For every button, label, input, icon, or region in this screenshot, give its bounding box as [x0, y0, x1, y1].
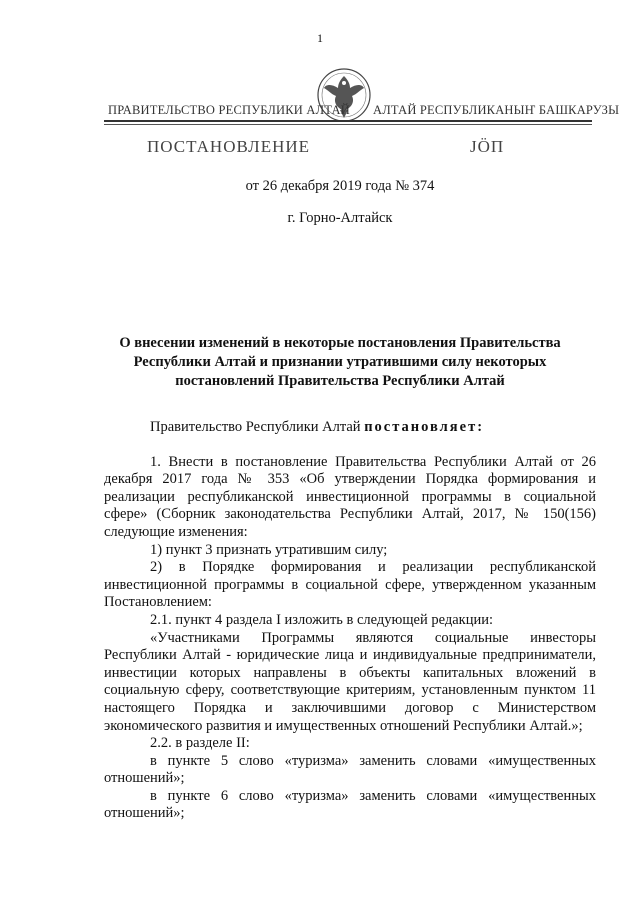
header-government-alt: АЛТАЙ РЕСПУБЛИКАНЫҤ БАШКАРУЗЫ: [373, 103, 620, 117]
decree-date-number: от 26 декабря 2019 года № 374: [245, 178, 435, 194]
decree-city: г. Горно-Алтайск: [287, 210, 393, 226]
paragraph-2-2: 2.2. в разделе II:: [150, 735, 250, 752]
paragraph-1-1: 1) пункт 3 признать утратившим силу;: [150, 541, 388, 558]
decree-verb: постановляет:: [364, 419, 485, 435]
decree-intro-text: Правительство Республики Алтай: [150, 419, 365, 435]
header-rule-thin: [104, 124, 592, 125]
header-rule-thick: [104, 120, 592, 122]
paragraph-point-5: в пункте 5 слово «туризма» заменить словами «имущественных отношений»;: [104, 752, 596, 787]
paragraph-1: 1. Внести в постановление Правительства Республики Алтай от 26 декабря 2017 года № 353 «Об утверждении Порядка формирования и реализации республиканской инвестиционной программы в социальной сфере» (Сборник законодательства Республики Алтай, 2017, № 150(156) следующие изменения:: [104, 453, 596, 540]
paragraph-point-6: в пункте 6 слово «туризма» заменить словами «имущественных отношений»;: [104, 787, 596, 822]
doc-type-alt: JӦП: [470, 137, 505, 156]
paragraph-1-2: 2) в Порядке формирования и реализации республиканской инвестиционной программы в социальной сфере, утвержденном указанным Постановлением:: [104, 559, 596, 611]
page-number: 1: [317, 31, 323, 45]
header-government-ru: ПРАВИТЕЛЬСТВО РЕСПУБЛИКИ АЛТАЙ: [108, 103, 350, 117]
document-body: [104, 419, 596, 823]
paragraph-2-1: 2.1. пункт 4 раздела I изложить в следующей редакции:: [150, 611, 494, 628]
decree-intro: [104, 419, 596, 437]
document-title: О внесении изменений в некоторые постановления Правительства Республики Алтай и признании утратившими силу некоторых постановлений Правительства Республики Алтай: [119, 335, 561, 389]
doc-type-ru: ПОСТАНОВЛЕНИЕ: [147, 137, 311, 156]
paragraph-quote: «Участниками Программы являются социальные инвесторы Республики Алтай - юридические лица и индивидуальные предприниматели, инвестиции которых направлены в объекты капитальных вложений в социальную сферу, соответствующие критериям, установленным пунктом 11 настоящего Порядка и заключившими договор с Министерством экономического развития и имущественных отношений Республики Алтай.»;: [104, 629, 596, 734]
